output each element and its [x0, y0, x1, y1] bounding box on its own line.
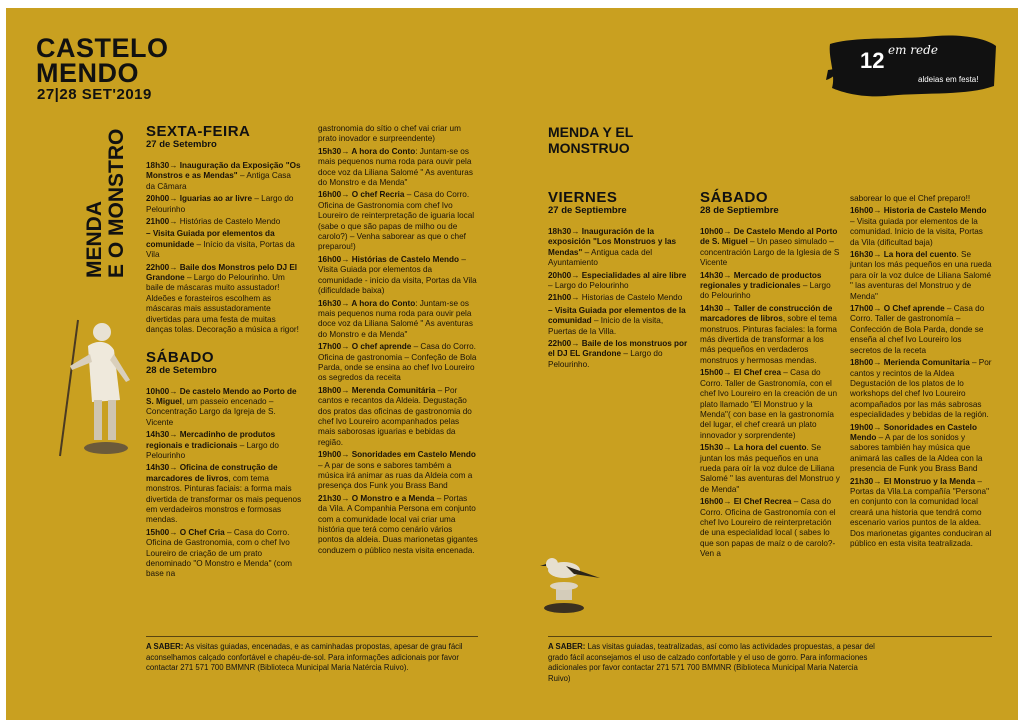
event-title: O Monstro e a Menda [351, 493, 435, 503]
event-time: 21h30 [318, 493, 342, 503]
arrow-right-icon: → [341, 342, 352, 352]
es-friday-date: 27 de Septiembre [548, 205, 627, 216]
pt-saber-rule [146, 636, 478, 637]
event-time: 16h00 [850, 206, 874, 216]
schedule-item [146, 194, 302, 215]
es-saturday-events [700, 227, 840, 560]
event-description: saborear lo que el Chef preparo!! [850, 194, 971, 203]
event-time: 15h00 [700, 368, 724, 378]
arrow-right-icon: → [341, 190, 352, 200]
event-dates: 27|28 SET'2019 [37, 86, 152, 103]
arrow-right-icon: → [723, 443, 734, 453]
pt-saturday-date: 28 de Setembro [146, 364, 217, 376]
event-title: Sonoridades em Castelo Mendo [351, 450, 476, 460]
event-title: Baile dos Monstros pelo DJ El Grandone [146, 262, 298, 283]
event-description: – Portas da Vila. A Companhia Persona em conjunto com a comunidade local vai criar uma história que terá como cenário vários pontos da aldeia. Duas marionetas gigantes conduzem o público nesta visita encenada. [318, 493, 478, 555]
schedule-item [548, 293, 688, 303]
event-description: – Casa do Corro. Oficina de Gastronomia com chef Ivo Loureiro de reinterpretação de iguaria local (sabe o que são papas de milho ou de carolo?) – Venha saborear as que o chef preparou!) [318, 190, 475, 252]
event-description: – Portas da Vila.La compañía "Persona" en conjunto con la comunidad local creará una historia que tendrá como escenario varios puntos de la aldea. Dos marionetas gigantes conduciran al público en esta visita teatralizada. [850, 476, 992, 548]
es-column-2 [700, 190, 840, 562]
event-time: 15h30 [318, 146, 342, 156]
event-time: 18h30 [548, 227, 572, 236]
event-title: Sonoridades en Castelo Mendo [850, 422, 977, 442]
event-title: El Chef crea [733, 368, 782, 378]
event-title: Especialidades al aire libre [581, 270, 687, 280]
event-description: – A par de sons e sabores também a música irá animar as ruas da Aldeia com a presença dos Funk you Brass Band [318, 460, 473, 491]
arrow-right-icon: → [723, 227, 734, 236]
arrow-right-icon: → [873, 358, 884, 368]
schedule-item [548, 271, 688, 292]
event-time: 16h30 [318, 298, 342, 308]
event-time: 18h30 [146, 161, 170, 170]
event-time: 21h00 [146, 217, 170, 227]
arrow-right-icon: → [571, 227, 582, 236]
side-title-line-1: MENDA [83, 201, 106, 278]
schedule-item [318, 190, 478, 252]
event-title: A hora do Conto [351, 298, 416, 308]
schedule-item [548, 339, 688, 370]
event-title: De castelo Mendo ao Porto de S. Miguel [146, 386, 297, 406]
event-time: 22h00 [548, 339, 572, 349]
arrow-right-icon: → [341, 146, 352, 156]
event-time: 14h30 [700, 270, 724, 280]
event-time: 18h00 [318, 385, 342, 395]
badge-script: em rede [888, 43, 938, 57]
event-description: – Casa do Corro. Oficina de Gastronomia, com o chef Ivo Loureiro de criação de um prato denominado "O Monstro e Menda" (com base na [146, 527, 292, 579]
event-description: – Início da visita, Portas da Vila [146, 239, 295, 260]
schedule-item [700, 443, 840, 495]
event-time: 14h30 [146, 430, 170, 440]
event-time: 17h00 [318, 342, 342, 352]
arrow-right-icon: → [341, 493, 352, 503]
schedule-item [146, 229, 302, 260]
event-title: La hora del cuento [883, 250, 957, 260]
schedule-item [700, 271, 840, 302]
pt-info-note [146, 642, 480, 674]
event-time: 16h00 [318, 190, 342, 200]
pt-column-2 [318, 124, 478, 558]
event-description: – Visita Guiada por elementos da comunidade - início da visita, Portas da Vila (dificuldade baixa) [318, 254, 477, 296]
arrow-right-icon: → [341, 254, 352, 264]
event-title: Inauguração da Exposição "Os Monstros e as Mendas" [146, 161, 301, 181]
arrow-right-icon: → [873, 476, 884, 486]
event-title: Taller de construcción de marcadores de libros [700, 303, 833, 324]
event-title: Oficina de construção de marcadores de livros [146, 463, 278, 483]
schedule-item [700, 368, 840, 441]
event-description: – Casa do Corro. Taller de Gastronomía, con el chef Ivo Loureiro en la creación de un plato llamado "El Monstruo y la Menda"( con base en la gastronomía del lugar, el chef creará un plato innovador y sorprendente) [700, 368, 838, 440]
arrow-right-icon: → [723, 270, 734, 280]
schedule-item [850, 477, 992, 550]
schedule-item [146, 387, 302, 429]
schedule-item [548, 306, 688, 337]
event-title: – Visita Guiada por elementos de la comunidad [548, 305, 686, 326]
event-description: : Juntam-se os mais pequenos numa roda para ouvir pela doce voz da Liliana Salomé " As aventuras do Monstro e da Menda" [318, 146, 473, 188]
schedule-item [850, 304, 992, 356]
arrow-right-icon: → [723, 368, 734, 378]
schedule-item [700, 304, 840, 366]
bird-illustration [540, 548, 604, 618]
arrow-right-icon: → [169, 463, 180, 473]
schedule-item [318, 255, 478, 297]
pt-friday-heading: SEXTA-FEIRA [146, 123, 251, 140]
schedule-item [850, 194, 992, 204]
child-figure-illustration [50, 310, 140, 460]
side-title [84, 129, 128, 278]
arrow-right-icon: → [169, 527, 180, 537]
es-info-label: A SABER: [548, 642, 586, 651]
arrow-right-icon: → [169, 217, 180, 227]
es-column-1 [548, 190, 688, 372]
schedule-item [318, 494, 478, 556]
event-title: O Chef aprende [883, 304, 945, 314]
es-info-text: Las visitas guiadas, teatralizadas, así como las actividades propuestas, a pesar del grado fácil aconsejamos el uso de calzado confortable y el uso de gorro. Para informaciones adicionales por favor contactar 271 571 700 BMMNR (Biblioteca Municipal Maria Natercia Ruivo) [548, 642, 875, 683]
event-description: , sobre el tema monstruos. Pinturas faciales: la forma más divertida de transformar a los más pequeños en verdaderos monstruos y hermosas mendas. [700, 314, 837, 365]
event-time: 14h30 [700, 303, 724, 313]
event-time: 20h00 [146, 194, 170, 204]
event-time: 20h00 [548, 270, 572, 280]
es-title-line-2: MONSTRUO [548, 140, 630, 156]
event-time: 22h00 [146, 262, 170, 272]
event-description: . Se juntan los más pequeños en una rueda para oír la voz dulce de Liliana Salomé " las aventuras del Monstruo y de Menda" [700, 443, 840, 494]
event-description: – Largo do Pelourinho. [548, 349, 663, 369]
arrow-right-icon: → [169, 386, 180, 396]
event-time: 15h30 [700, 443, 724, 453]
event-time: 18h00 [850, 358, 874, 368]
schedule-item [318, 450, 478, 492]
event-title: El Monstruo y la Menda [883, 476, 976, 486]
event-description: – Por cantos e recantos da Aldeia. Degustação dos pratos das oficinas de gastronomia do chef Ivo Loureiro acompanhados pelas mais saborosas iguarias e bebidas da região. [318, 385, 472, 447]
schedule-item [146, 463, 302, 525]
pt-saturday-events [146, 387, 302, 580]
arrow-right-icon: → [169, 430, 180, 440]
event-description: – Por cantos y recintos de la Aldea Degustación de los platos de lo workshops del chef Ivo Loureiro acompañados por las más sabrosas especialidades y bebidas de la región. [850, 358, 992, 420]
event-time: 16h00 [700, 497, 724, 507]
schedule-item [318, 124, 478, 145]
arrow-right-icon: → [169, 262, 180, 272]
bird-on-pedestal-icon [540, 548, 604, 618]
event-time: 17h00 [850, 304, 874, 314]
event-title: La hora del cuento [733, 443, 807, 453]
event-description: , com tema monstros. Pinturas faciais: a forma mais divertida de transformar os mais pequenos em verdadeiros monstros e formosas mendas. [146, 473, 302, 525]
event-title: O chef aprende [351, 342, 412, 352]
event-description: – Casa do Corro. Oficina de Gastronomía con el chef Ivo Loureiro de reinterpretación de una especialidad local ( sabes lo que son papas de maíz o de carolo?- Ven a [700, 497, 836, 559]
arrow-right-icon: → [169, 161, 180, 170]
event-title: Historia de Castelo Mendo [883, 206, 987, 216]
event-description: Historias de Castelo Mendo [581, 293, 683, 303]
event-time: 10h00 [700, 227, 724, 236]
schedule-item [318, 299, 478, 341]
event-time: 19h00 [850, 422, 874, 432]
schedule-item [318, 342, 478, 384]
schedule-item [146, 161, 302, 192]
event-description: – A par de los sonidos y sabores también hay música que animará las calles de la Aldea con la presencia de Funk you Brass Band [850, 432, 983, 474]
es-saturday-events-continued [850, 194, 992, 549]
pt-friday-date: 27 de Setembro [146, 139, 217, 150]
schedule-item [548, 227, 688, 269]
pt-saturday-heading: SÁBADO [146, 348, 215, 366]
event-title: Iguarias ao ar livre [179, 194, 253, 204]
title-line-1: CASTELO [36, 33, 169, 63]
event-description: – Antigua cada del Ayuntamiento [548, 247, 653, 268]
arrow-right-icon: → [341, 385, 352, 395]
event-description: – Visita guiada por elementos de la comunidad. Inicio de la visita, Portas da Vila (dificultad baja) [850, 216, 983, 247]
arrow-right-icon: → [571, 270, 582, 280]
schedule-item [318, 147, 478, 189]
es-column-3 [850, 194, 992, 551]
event-title: – Visita Guiada por elementos da comunidade [146, 229, 275, 249]
event-time: 14h30 [146, 463, 170, 473]
es-friday-events [548, 227, 688, 370]
schedule-item [700, 227, 840, 269]
arrow-right-icon: → [873, 206, 884, 216]
event-time: 21h30 [850, 476, 874, 486]
pt-friday-events [146, 161, 302, 336]
es-saturday-date: 28 de Septiembre [700, 205, 779, 216]
event-description: . Se juntan los más pequeños en una rueda para oír la voz dulce de Liliana Salomé " las aventuras del Monstruo y de Menda" [850, 250, 992, 301]
festival-badge [826, 30, 998, 102]
event-description: – Inicio de la visita, Puertas de la Villa. [548, 316, 664, 336]
schedule-item [146, 430, 302, 461]
event-description: gastronomia do sítio o chef vai criar um prato inovador e surpreendente) [318, 124, 461, 144]
arrow-right-icon: → [873, 250, 884, 260]
schedule-item [850, 250, 992, 302]
main-title [36, 33, 169, 88]
event-title: Baile de los monstruos por el DJ EL Grandone [548, 339, 688, 359]
arrow-right-icon: → [723, 497, 734, 507]
arrow-right-icon: → [723, 303, 734, 313]
arrow-right-icon: → [873, 304, 884, 314]
badge-number: 12 [860, 48, 885, 73]
event-title: Merienda Comunitaria [883, 358, 970, 368]
es-saturday-heading: SÁBADO [700, 189, 769, 206]
event-time: 15h00 [146, 527, 170, 537]
schedule-item [850, 423, 992, 475]
brush-stroke-icon [826, 30, 998, 102]
event-description: – Largo do Pelourinho [146, 440, 279, 460]
pt-column-1 [146, 124, 302, 582]
schedule-item [146, 528, 302, 580]
schedule-item [318, 386, 478, 448]
event-description: : Juntam-se os mais pequenos numa roda para ouvir pela doce voz da Liliana Salomé " As aventuras do Monstro e da Menda" [318, 298, 473, 339]
schedule-item [850, 206, 992, 248]
pt-saturday-events-continued [318, 124, 478, 556]
event-time: 16h00 [318, 254, 342, 264]
event-time: 10h00 [146, 386, 170, 396]
event-description: – Un paseo simulado – concentración Largo de la Iglesia de S Vicente [700, 237, 840, 268]
arrow-right-icon: → [341, 450, 352, 460]
arrow-right-icon: → [873, 422, 884, 432]
arrow-right-icon: → [571, 339, 582, 349]
schedule-item [146, 263, 302, 336]
event-title: Mercadinho de produtos regionais e tradicionais [146, 430, 276, 450]
event-description: , um passeio encenado – Concentração Largo da Igreja de S. Vicente [146, 396, 276, 427]
schedule-item [700, 497, 840, 559]
side-title-line-2: E O MONSTRO [105, 128, 128, 278]
event-description: – Largo do Pelourinho. Um baile de máscaras muito assustador! Aldeões e forasteiros escolhem as máscaras mais assustadoramente divertidas para uma festa de muitas danças tolas. Decoração a música a rigor! [146, 273, 299, 335]
schedule-item [146, 217, 302, 227]
title-line-2: MENDO [36, 58, 139, 88]
event-title: El Chef Recrea [733, 497, 792, 507]
event-time: 19h00 [318, 450, 342, 460]
event-title: O Chef Cria [179, 527, 225, 537]
schedule-item [850, 358, 992, 420]
es-info-note [548, 642, 878, 684]
arrow-right-icon: → [341, 298, 352, 308]
event-time: 16h30 [850, 250, 874, 260]
event-description: – Antiga Casa da Câmara [146, 171, 291, 191]
es-title [548, 124, 633, 156]
es-saber-rule [548, 636, 992, 637]
pt-info-text: As visitas guiadas, encenadas, e as caminhadas propostas, apesar de grau fácil aconselhamos calçado confortável e chapéu-de-sol. Para informações adicionais por favor contactar 271 571 700 BMMNR (Biblioteca Municipal Maria Natércia Ruivo). [146, 642, 463, 672]
event-title: A hora do Conto [351, 146, 416, 156]
event-title: Histórias de Castelo Mendo [351, 254, 460, 264]
event-description: – Casa do Corro. Taller de gastronomía – Confección de Bola Parda, donde se enseña al chef Ivo Loureiro los secretos de la receta [850, 304, 985, 355]
event-description: – Largo do Pelourinho [548, 281, 629, 291]
event-title: Inauguración de la exposición "Los Monstruos y las Mendas" [548, 227, 677, 257]
arrow-right-icon: → [169, 194, 180, 204]
event-title: Merenda Comunitária [351, 385, 436, 395]
event-title: Mercado de productos regionales y tradicionales [700, 270, 822, 291]
event-description: – Largo do Pelourinho [700, 281, 831, 301]
es-title-line-1: MENDA Y EL [548, 124, 634, 140]
event-description: – Casa do Corro. Oficina de gastronomia – Confeção de Bola Parda, onde se ensina ao chef Ivo Loureiro os segredos da receita [318, 342, 477, 383]
es-friday-heading: VIERNES [548, 189, 618, 206]
event-description: Histórias de Castelo Mendo [179, 217, 281, 227]
pt-info-label: A SABER: [146, 642, 184, 651]
child-with-stick-icon [50, 310, 140, 460]
badge-tagline: aldeias em festa! [918, 75, 979, 84]
arrow-right-icon: → [571, 293, 582, 303]
event-title: De Castelo Mendo al Porto de S. Miguel [700, 227, 838, 247]
event-time: 21h00 [548, 293, 572, 303]
event-description: – Largo do Pelourinho [146, 194, 294, 214]
event-title: O chef Recria [351, 190, 405, 200]
